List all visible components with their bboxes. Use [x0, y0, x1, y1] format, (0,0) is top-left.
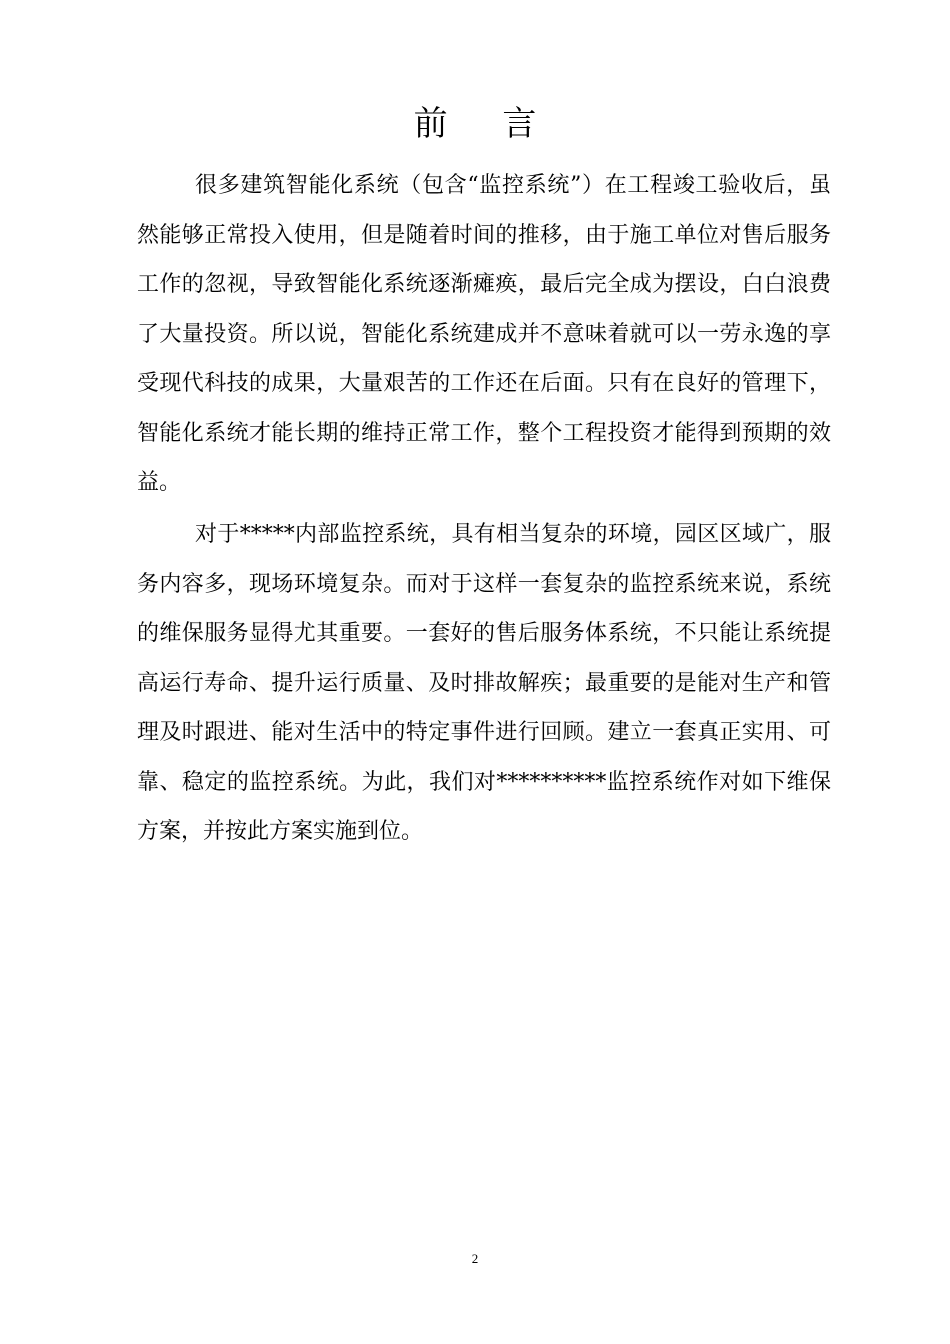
page-number: 2	[471, 1251, 479, 1266]
page-title: 前 言	[413, 104, 559, 144]
paragraph-intro: 很多建筑智能化系统（包含“监控系统”）在工程竣工验收后，虽然能够正常投入使用，但是随着时间的推移，由于施工单位对售后服务工作的忽视，导致智能化系统逐渐瘫痪，最后完全成为摆设，白白浪费了大量投资。所以说，智能化系统建成并不意味着就可以一劳永逸的享受现代科技的成果，大量艰苦的工作还在后面。只有在良好的管理下，智能化系统才能长期的维持正常工作，整个工程投资才能得到预期的效益。	[137, 173, 831, 495]
paragraph-system: 对于*****内部监控系统，具有相当复杂的环境，园区区域广，服务内容多，现场环境复杂。而对于这样一套复杂的监控系统来说，系统的维保服务显得尤其重要。一套好的售后服务体系统，不只能让系统提高运行寿命、提升运行质量、及时排故解疾；最重要的是能对生产和管理及时跟进、能对生活中的特定事件进行回顾。建立一套真正实用、可靠、稳定的监控系统。为此，我们对**********监控系统作对如下维保方案，并按此方案实施到位。	[137, 522, 831, 844]
